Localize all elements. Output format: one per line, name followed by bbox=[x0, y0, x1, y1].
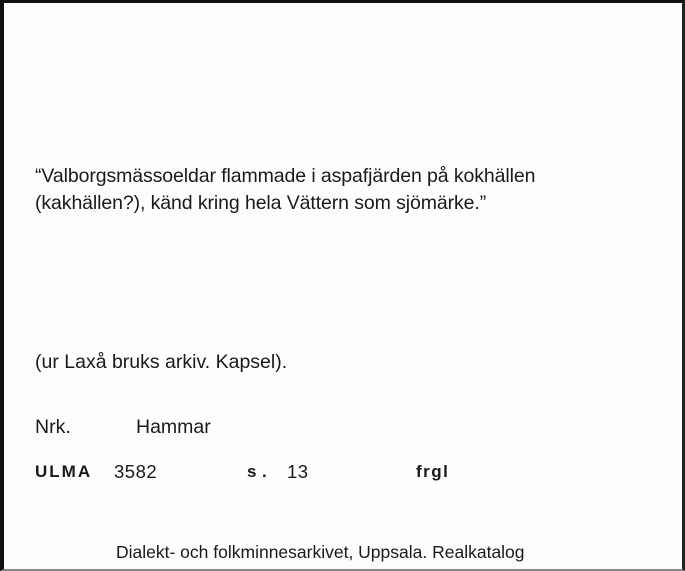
source-reference: (ur Laxå bruks arkiv. Kapsel). bbox=[35, 351, 288, 373]
nrk-value: Hammar bbox=[136, 416, 211, 438]
page-number: 13 bbox=[287, 461, 309, 482]
quote-line-2: (kakhällen?), känd kring hela Vättern som sjömärke.” bbox=[35, 192, 487, 214]
page-label: s bbox=[247, 462, 258, 481]
ulma-label: ULMA bbox=[35, 462, 93, 481]
nrk-label: Nrk. bbox=[35, 416, 71, 438]
category-code: frgl bbox=[416, 462, 450, 481]
page-label-dot: . bbox=[262, 462, 267, 481]
quote-text bbox=[35, 163, 655, 217]
ulma-number: 3582 bbox=[114, 461, 158, 482]
quote-line-1: “Valborgsmässoeldar flammade i aspafjärden på kokhällen bbox=[35, 165, 536, 187]
archive-footer: Dialekt- och folkminnesarkivet, Uppsala. Realkatalog bbox=[116, 542, 525, 562]
